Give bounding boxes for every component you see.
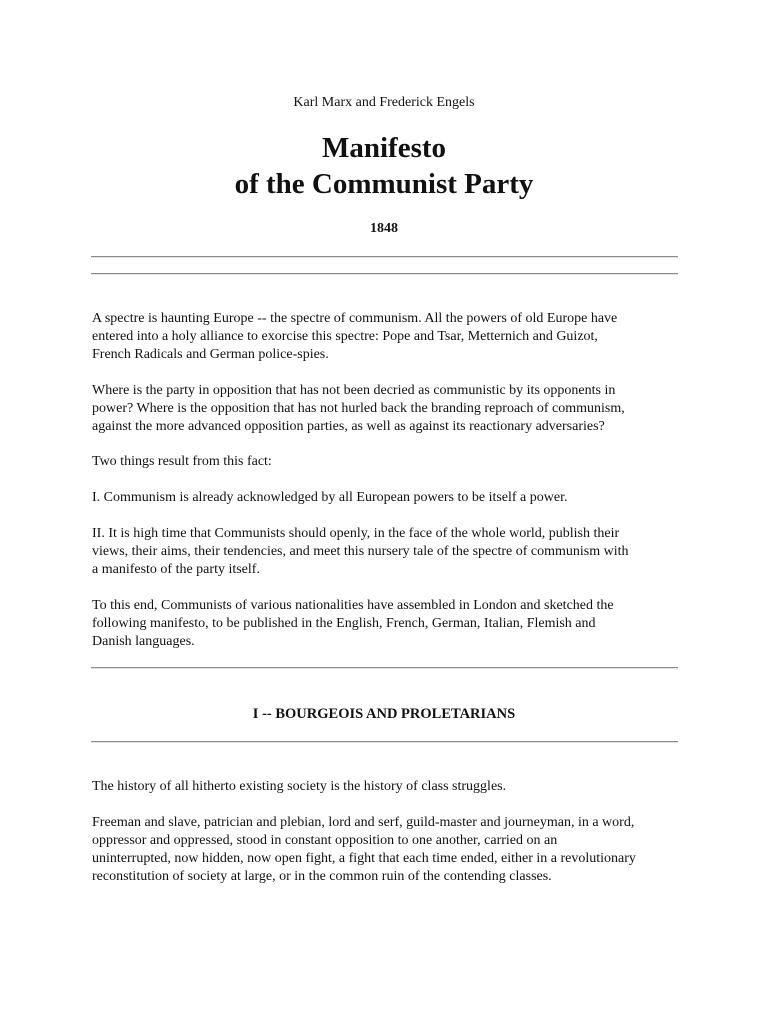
title-line-2: of the Communist Party <box>234 168 534 200</box>
section-heading: I -- BOURGEOIS AND PROLETARIANS <box>252 706 516 722</box>
divider-rule <box>91 667 678 669</box>
title-line-1: Manifesto <box>321 132 447 164</box>
divider-rule <box>91 273 678 275</box>
publication-year: 1848 <box>370 221 398 236</box>
divider-rule <box>91 741 678 743</box>
author-line: Karl Marx and Frederick Engels <box>293 95 475 110</box>
preamble-paragraph: Where is the party in opposition that has not been decried as communistic by its opponents in power? Where is the opposition that has not hurled back the branding reproach of communism, against the more advanced opposition parties, as well as against its reactionary adversaries? <box>92 383 625 434</box>
section-paragraph: The history of all hitherto existing society is the history of class struggles. <box>92 779 507 794</box>
section-paragraph: Freeman and slave, patrician and plebian, lord and serf, guild-master and journeyman, in a word, oppressor and oppressed, stood in constant opposition to one another, carried on an uninterrupted, now hidden, now open fight, a fight that each time ended, either in a revolutionary reconstitution of society at large, or in the common ruin of the contending classes. <box>92 815 636 884</box>
preamble-paragraph: Two things result from this fact: <box>92 454 272 469</box>
divider-rule <box>91 256 678 258</box>
document-title <box>0 130 768 202</box>
preamble-paragraph: To this end, Communists of various nationalities have assembled in London and sketched the following manifesto, to be published in the English, French, German, Italian, Flemish and Danish languages. <box>92 598 614 649</box>
preamble-paragraph: A spectre is haunting Europe -- the spectre of communism. All the powers of old Europe have entered into a holy alliance to exorcise this spectre: Pope and Tsar, Metternich and Guizot, French Radicals and German police-spies. <box>92 311 618 362</box>
preamble-paragraph: II. It is high time that Communists should openly, in the face of the whole world, publish their views, their aims, their tendencies, and meet this nursery tale of the spectre of communism with a manifesto of the party itself. <box>92 526 629 577</box>
preamble-paragraph: I. Communism is already acknowledged by all European powers to be itself a power. <box>92 490 568 505</box>
